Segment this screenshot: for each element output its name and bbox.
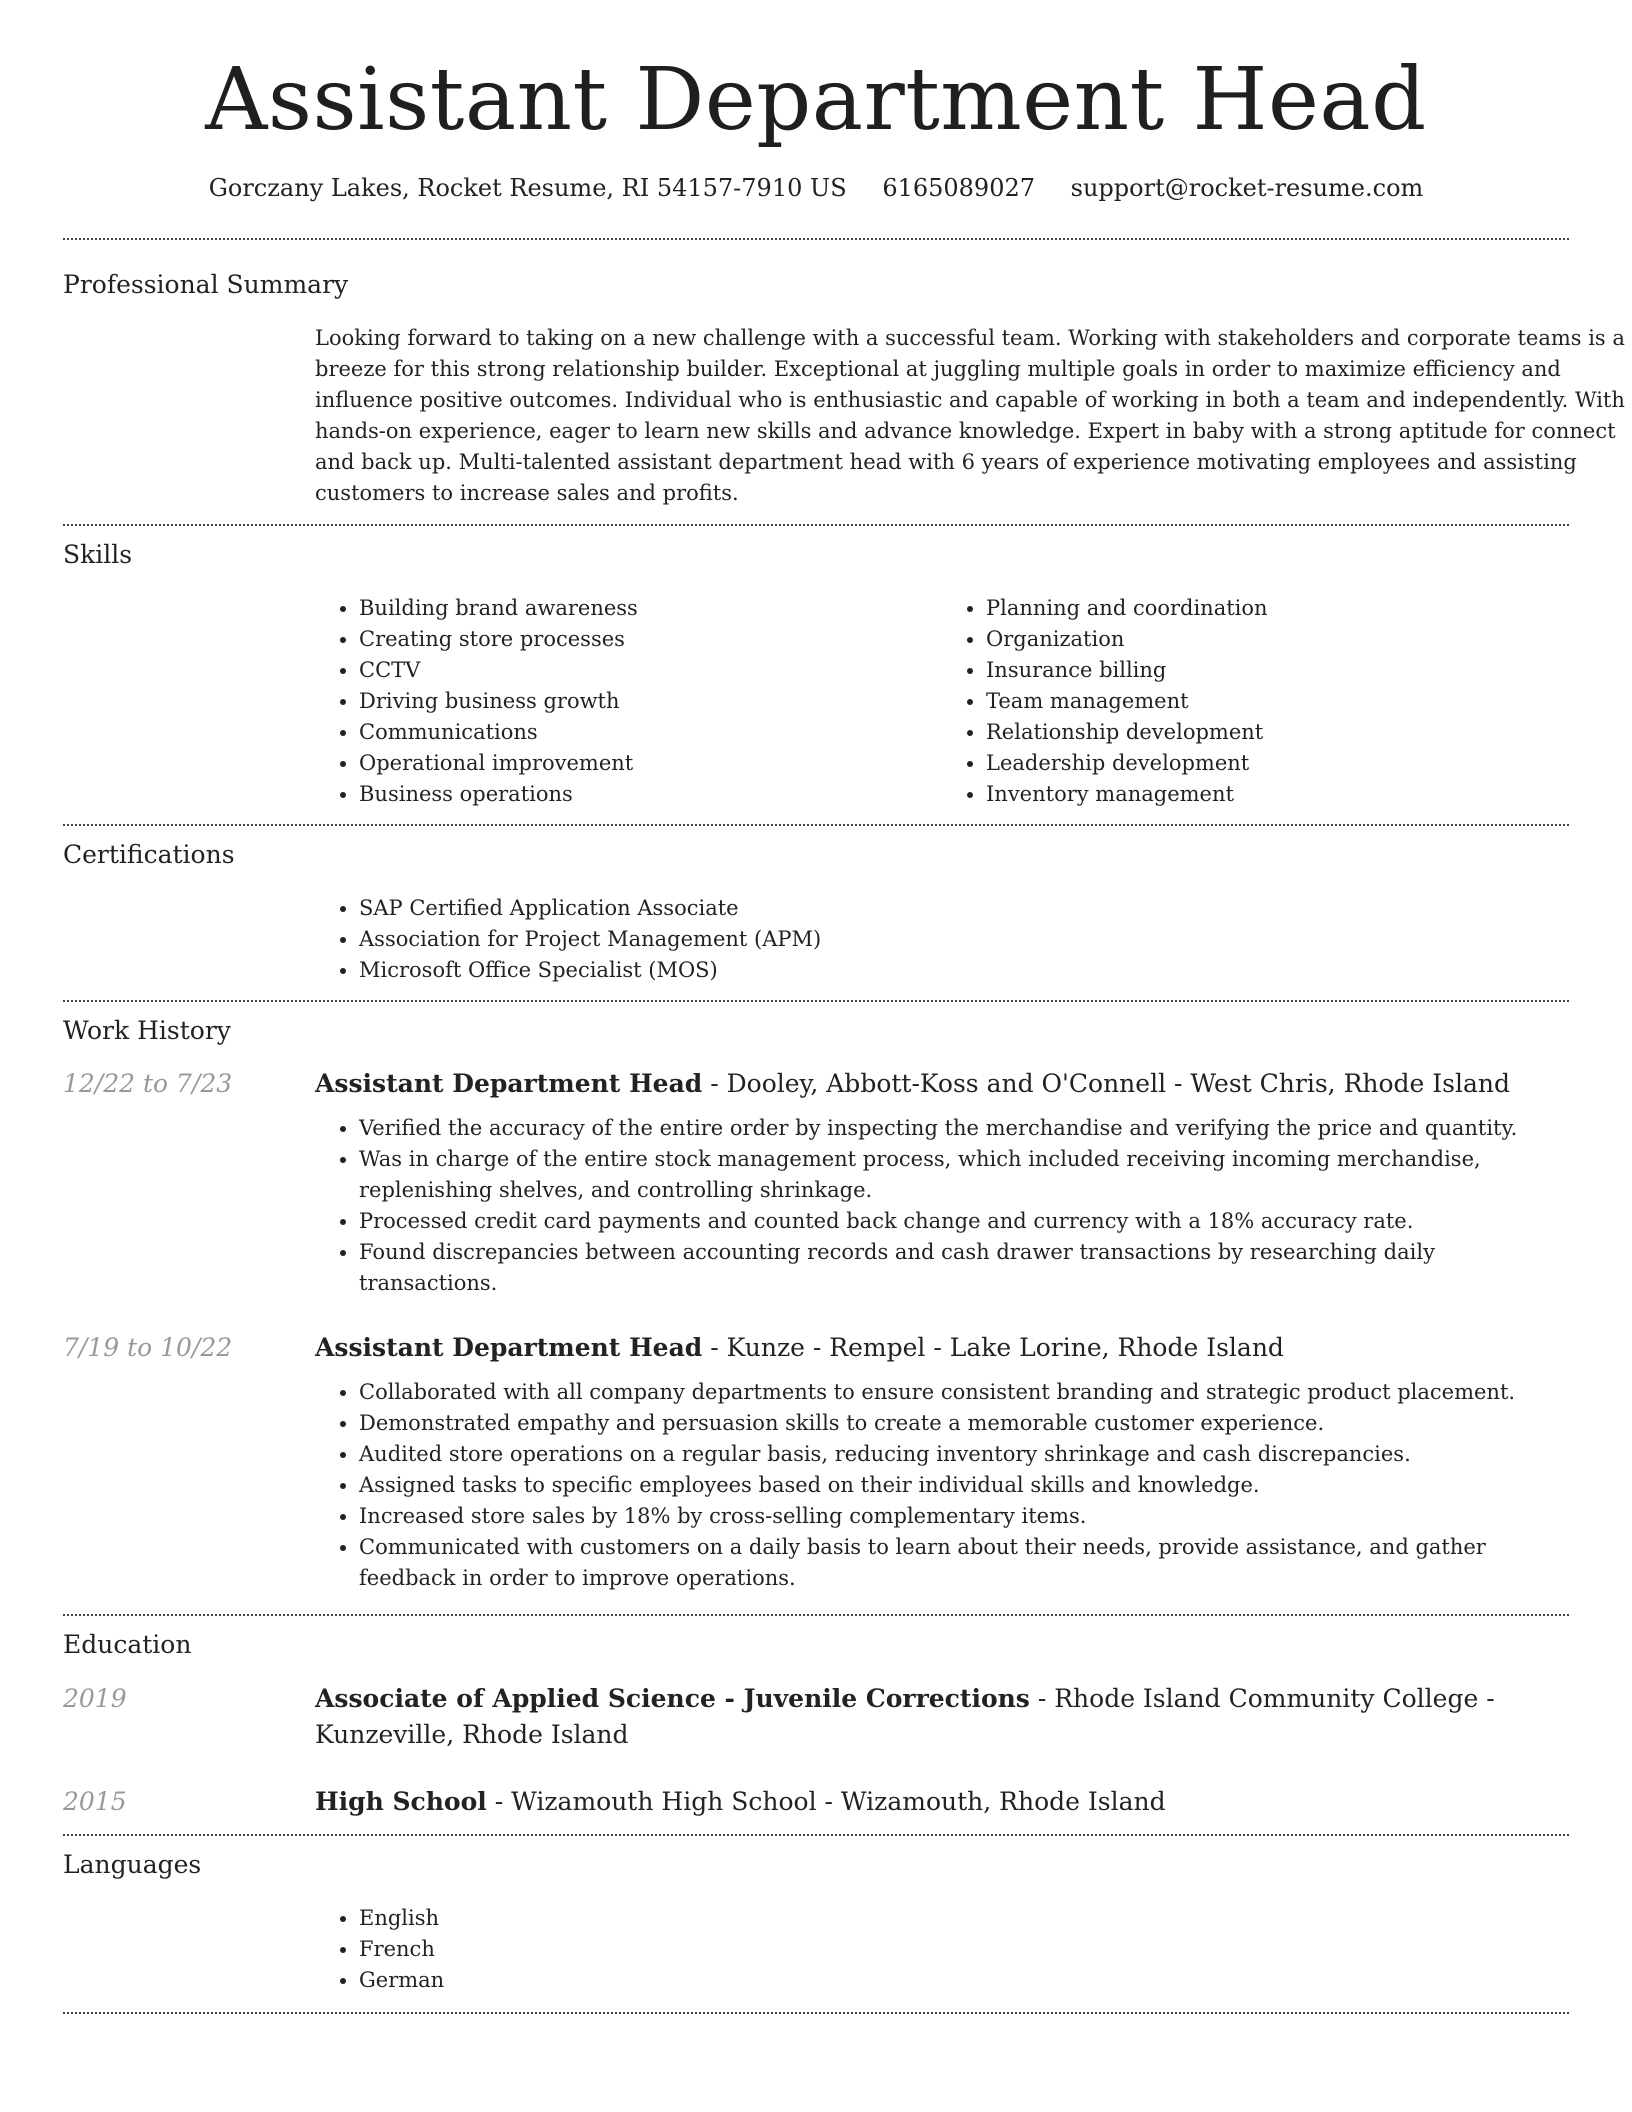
section-divider	[63, 2012, 1569, 2014]
education-degree: High School	[315, 1787, 487, 1816]
contact-email: support@rocket-resume.com	[1070, 174, 1424, 202]
job-bullet: • Processed credit card payments and counted back change and currency with a 18% accuracy rate.	[359, 1206, 1569, 1237]
job-bullet: • Was in charge of the entire stock management process, which included receiving incoming merchandise, replenishing shelves, and controlling shrinkage.	[359, 1144, 1569, 1206]
skill-item: • Communications	[359, 717, 942, 748]
skill-item: • Creating store processes	[359, 624, 942, 655]
job-bullets	[315, 1113, 1569, 1299]
job-role: Assistant Department Head	[315, 1069, 703, 1098]
job-entry	[63, 1330, 1569, 1366]
certification-item: • Association for Project Management (APM)	[359, 924, 1569, 955]
skills-list-right	[942, 593, 1569, 810]
skill-item: • CCTV	[359, 655, 942, 686]
skill-item: • Team management	[986, 686, 1569, 717]
work-history-title: Work History	[63, 1016, 231, 1045]
job-bullets	[315, 1377, 1569, 1594]
education-entry	[63, 1681, 1569, 1753]
languages-section	[63, 1836, 1569, 1996]
certification-item: • SAP Certified Application Associate	[359, 893, 1569, 924]
job-bullet: • Communicated with customers on a daily basis to learn about their needs, provide assistance, and gather feedback in order to improve operations.	[359, 1532, 1569, 1594]
skill-item: • Insurance billing	[986, 655, 1569, 686]
languages-title: Languages	[63, 1850, 202, 1879]
skill-item: • Operational improvement	[359, 748, 942, 779]
education-section	[63, 1616, 1569, 1820]
language-item: • English	[359, 1903, 1569, 1934]
education-date: 2019	[63, 1684, 127, 1713]
education-date: 2015	[63, 1787, 127, 1816]
skill-item: • Business operations	[359, 779, 942, 810]
summary-section	[63, 240, 1625, 509]
skill-item: • Inventory management	[986, 779, 1569, 810]
contact-address: Gorczany Lakes, Rocket Resume, RI 54157-7910 US	[208, 174, 847, 202]
languages-list	[315, 1903, 1569, 1996]
summary-text: Looking forward to taking on a new challenge with a successful team. Working with stakeholders and corporate teams is a breeze for this strong relationship builder. Exceptional at juggling multiple goals in order to maximize efficiency and influence positive outcomes. Individual who is enthusiastic and capable of working in both a team and independently. With hands-on experience, eager to learn new skills and advance knowledge. Expert in baby with a strong aptitude for connect and back up. Multi-talented assistant department head with 6 years of experience motivating employees and assisting customers to increase sales and profits.	[315, 326, 1625, 505]
education-entry	[63, 1784, 1569, 1820]
certifications-title: Certifications	[63, 840, 235, 869]
job-entry	[63, 1066, 1569, 1102]
skill-item: • Building brand awareness	[359, 593, 942, 624]
skills-title: Skills	[63, 540, 133, 569]
language-item: • German	[359, 1965, 1569, 1996]
skills-list-left	[315, 593, 942, 810]
job-bullet: • Found discrepancies between accounting records and cash drawer transactions by researching daily transactions.	[359, 1237, 1569, 1299]
certifications-list	[315, 893, 1569, 986]
education-details: - Rhode Island Community College - Kunzeville, Rhode Island	[315, 1684, 1495, 1749]
job-title	[315, 1066, 1565, 1102]
job-title	[315, 1330, 1565, 1366]
education-title: Education	[63, 1630, 192, 1659]
job-bullet: • Assigned tasks to specific employees based on their individual skills and knowledge.	[359, 1470, 1569, 1501]
job-bullet: • Audited store operations on a regular basis, reducing inventory shrinkage and cash discrepancies.	[359, 1439, 1569, 1470]
contact-phone: 6165089027	[882, 174, 1036, 202]
job-bullet: • Increased store sales by 18% by cross-selling complementary items.	[359, 1501, 1569, 1532]
language-item: • French	[359, 1934, 1569, 1965]
job-role: Assistant Department Head	[315, 1333, 703, 1362]
education-degree: Associate of Applied Science - Juvenile Corrections	[315, 1684, 1030, 1713]
skill-item: • Planning and coordination	[986, 593, 1569, 624]
job-bullet: • Verified the accuracy of the entire order by inspecting the merchandise and verifying the price and quantity.	[359, 1113, 1569, 1144]
skills-section	[63, 526, 1569, 810]
job-details: - Dooley, Abbott-Koss and O'Connell - West Chris, Rhode Island	[702, 1069, 1511, 1098]
work-history-section	[63, 1002, 1569, 1594]
education-title-line	[315, 1681, 1565, 1753]
certifications-section	[63, 826, 1569, 986]
education-title-line	[315, 1784, 1565, 1820]
job-details: - Kunze - Rempel - Lake Lorine, Rhode Island	[702, 1333, 1284, 1362]
contact-line	[63, 172, 1569, 204]
skill-item: • Organization	[986, 624, 1569, 655]
certification-item: • Microsoft Office Specialist (MOS)	[359, 955, 1569, 986]
job-date: 7/19 to 10/22	[63, 1333, 233, 1362]
education-details: - Wizamouth High School - Wizamouth, Rhode Island	[486, 1787, 1166, 1816]
resume-name: Assistant Department Head	[205, 50, 1427, 150]
skill-item: • Leadership development	[986, 748, 1569, 779]
summary-title: Professional Summary	[63, 270, 349, 299]
job-bullet: • Collaborated with all company departments to ensure consistent branding and strategic product placement.	[359, 1377, 1569, 1408]
skill-item: • Relationship development	[986, 717, 1569, 748]
job-date: 12/22 to 7/23	[63, 1069, 233, 1098]
skill-item: • Driving business growth	[359, 686, 942, 717]
job-bullet: • Demonstrated empathy and persuasion skills to create a memorable customer experience.	[359, 1408, 1569, 1439]
